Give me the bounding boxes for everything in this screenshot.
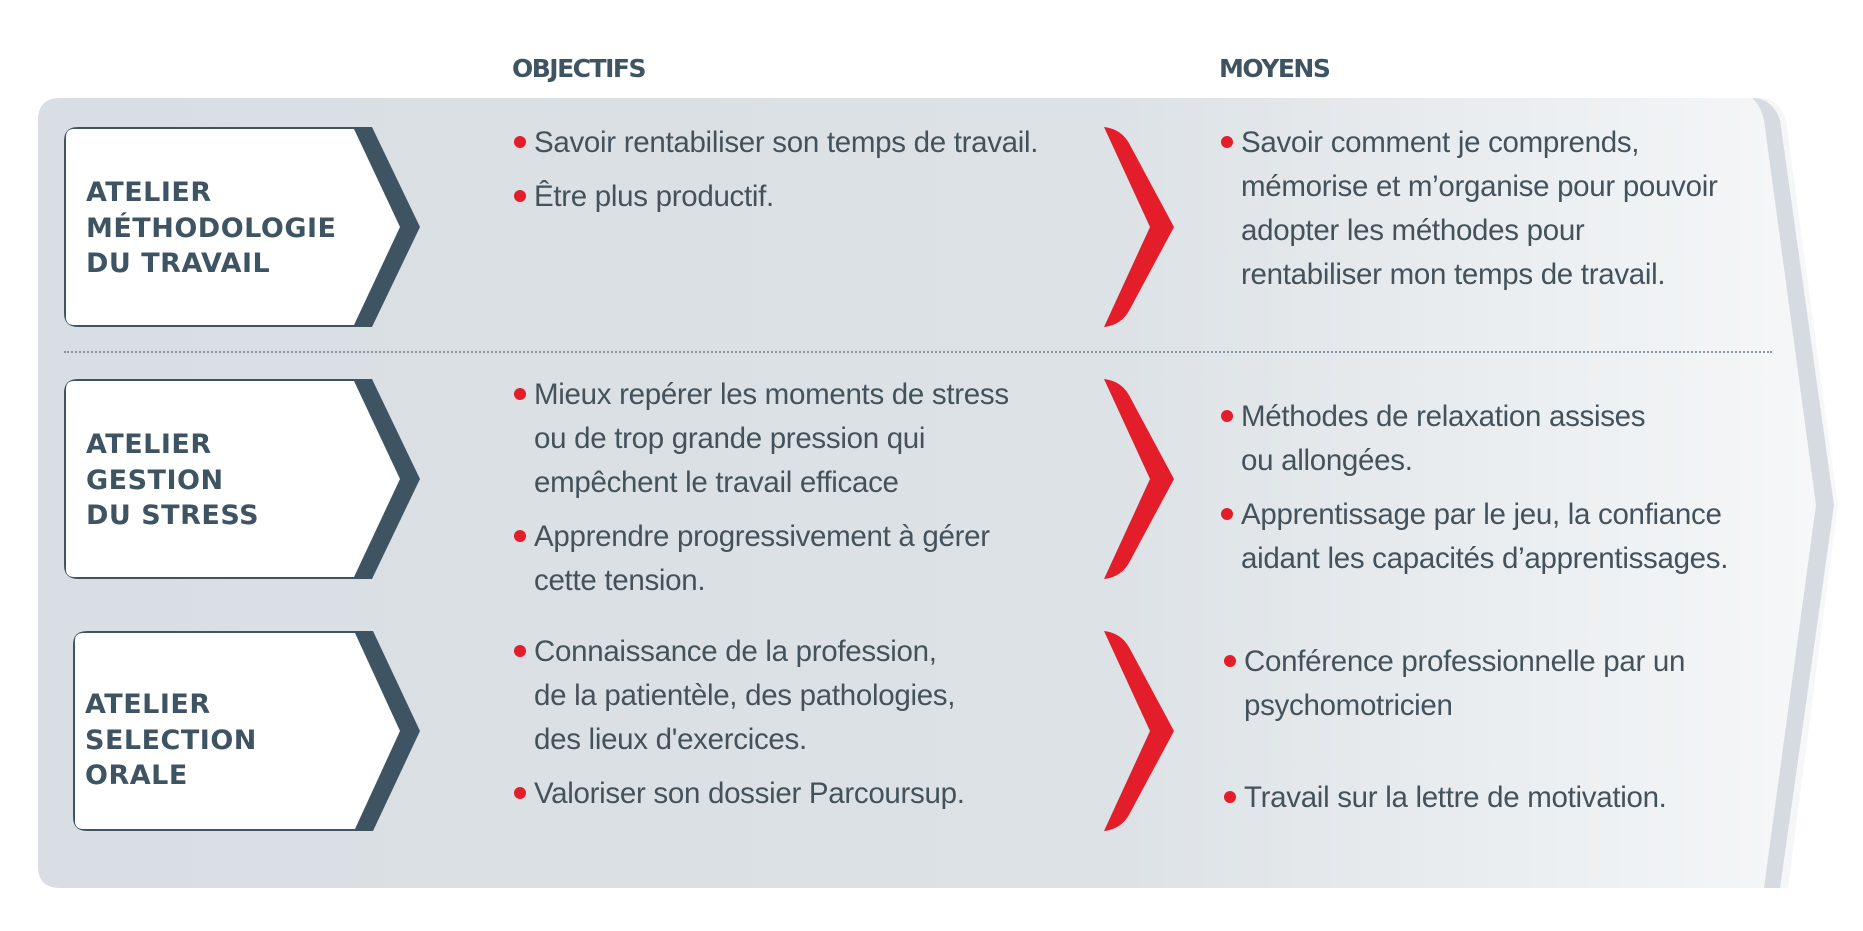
list-item: Travail sur la lettre de motivation.: [1222, 776, 1782, 820]
list-item: Méthodes de relaxation assises ou allongées.: [1219, 395, 1779, 483]
bullet-icon: [1221, 410, 1233, 422]
bullet-icon: [514, 645, 526, 657]
bullet-icon: [514, 530, 526, 542]
means-list: [1222, 640, 1782, 820]
red-chevron-icon: [1104, 127, 1174, 327]
objectives-list: [512, 373, 1072, 603]
objectives-header: OBJECTIFS: [512, 54, 645, 83]
bullet-icon: [1221, 508, 1233, 520]
list-item: Valoriser son dossier Parcoursup.: [512, 772, 1072, 816]
objectives-list: [512, 630, 1072, 816]
list-item: Mieux repérer les moments de stress ou de trop grande pression qui empêchent le travail efficace: [512, 373, 1072, 505]
list-item: Savoir rentabiliser son temps de travail.: [512, 121, 1072, 165]
red-chevron-icon: [1104, 631, 1174, 831]
red-chevron-icon: [1104, 379, 1174, 579]
list-item: Apprendre progressivement à gérer cette tension.: [512, 515, 1072, 603]
bullet-icon: [1224, 791, 1236, 803]
bullet-icon: [1224, 655, 1236, 667]
workshop-title: ATELIER MÉTHODOLOGIE DU TRAVAIL: [86, 177, 337, 279]
row-separator: [64, 351, 1772, 353]
bullet-icon: [1221, 136, 1233, 148]
objectives-list: [512, 121, 1072, 219]
means-header: MOYENS: [1219, 54, 1330, 83]
bullet-icon: [514, 388, 526, 400]
workshop-label-methodologie: [64, 127, 424, 327]
list-item: Connaissance de la profession, de la patientèle, des pathologies, des lieux d'exercices.: [512, 630, 1072, 762]
workshop-title: ATELIER SELECTION ORALE: [85, 689, 257, 791]
means-list: [1219, 395, 1779, 581]
workshop-title: ATELIER GESTION DU STRESS: [86, 429, 260, 531]
means-list: [1219, 121, 1779, 297]
workshop-label-selection: [73, 631, 424, 831]
list-item: Être plus productif.: [512, 175, 1072, 219]
list-item: Conférence professionnelle par un psychomotricien: [1222, 640, 1782, 728]
bullet-icon: [514, 136, 526, 148]
workshop-label-stress: [64, 379, 424, 579]
bullet-icon: [514, 190, 526, 202]
list-item: Apprentissage par le jeu, la confiance aidant les capacités d’apprentissages.: [1219, 493, 1779, 581]
bullet-icon: [514, 787, 526, 799]
list-item: Savoir comment je comprends, mémorise et m’organise pour pouvoir adopter les méthodes pour rentabiliser mon temps de travail.: [1219, 121, 1779, 297]
